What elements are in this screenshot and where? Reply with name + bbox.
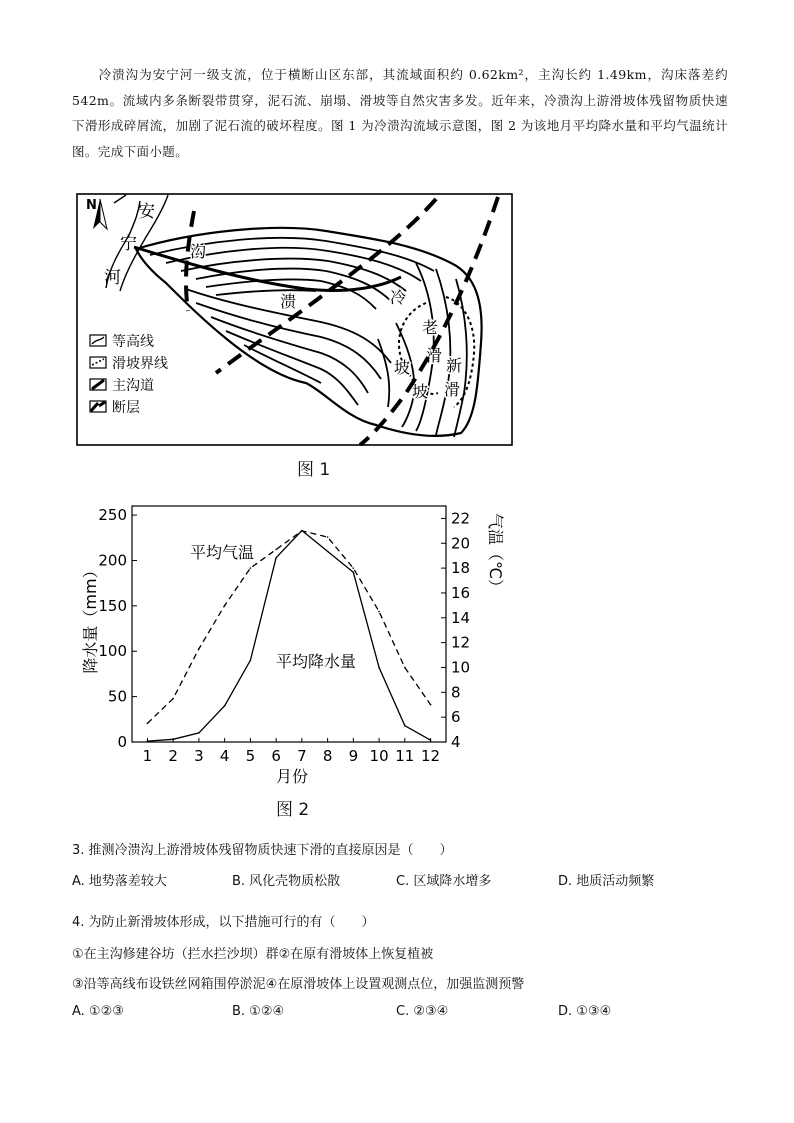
x-tick-label-1: 2 <box>168 747 178 765</box>
precipitation-point-9 <box>353 571 355 573</box>
question-3-stem: 3. 推测冷溃沟上游滑坡体残留物质快速下滑的直接原因是（ ） <box>72 843 453 858</box>
x-tick-label-5: 6 <box>271 747 281 765</box>
precipitation-point-5 <box>250 660 252 662</box>
legend-fault: 断层 <box>112 400 140 416</box>
x-tick-label-10: 11 <box>395 747 415 765</box>
q3-option-d[interactable]: D. 地质活动频繁 <box>558 874 655 889</box>
new-slide-label-1: 新 <box>446 356 463 375</box>
right-tick-label-1: 6 <box>451 708 461 727</box>
river-label-1: 安 <box>138 202 155 222</box>
right-tick-label-5: 14 <box>451 608 471 627</box>
x-tick-label-11: 12 <box>421 747 441 765</box>
temperature-point-9 <box>353 567 355 569</box>
precipitation-point-12 <box>430 739 432 741</box>
precipitation-point-6 <box>275 557 277 559</box>
x-tick-label-7: 8 <box>322 747 333 765</box>
precipitation-line <box>147 531 430 742</box>
q4-option-d[interactable]: D. ①③④ <box>558 1004 612 1019</box>
q4-option-c[interactable]: C. ②③④ <box>396 1004 449 1019</box>
right-tick-label-8: 20 <box>451 534 471 553</box>
temperature-point-1 <box>147 723 149 725</box>
gully-label-3: 冷 <box>390 288 407 307</box>
legend-channel: 主沟道 <box>112 378 154 394</box>
temperature-point-3 <box>198 648 200 650</box>
precipitation-point-11 <box>404 725 406 727</box>
temperature-point-4 <box>224 605 226 607</box>
x-axis-label: 月份 <box>275 767 309 786</box>
old-slide-label-1: 老 <box>422 318 439 337</box>
figure1-map <box>76 193 513 446</box>
x-tick-label-0: 1 <box>142 747 153 765</box>
x-tick-label-6: 7 <box>297 747 307 765</box>
gully-label-2: 溃 <box>280 292 297 311</box>
precipitation-point-4 <box>224 705 226 707</box>
right-tick-label-4: 12 <box>451 633 471 652</box>
river-label-3: 河 <box>104 268 121 288</box>
precipitation-point-2 <box>172 738 174 740</box>
figure2-caption: 图 2 <box>276 800 310 820</box>
temperature-point-10 <box>378 611 380 613</box>
x-tick-label-3: 4 <box>219 747 230 765</box>
series-label-temperature: 平均气温 <box>190 543 255 562</box>
gully-label-1: 沟 <box>190 242 207 261</box>
temperature-point-8 <box>327 536 329 538</box>
precipitation-point-7 <box>301 530 303 532</box>
q3-option-c[interactable]: C. 区域降水增多 <box>396 874 492 889</box>
series-label-precipitation: 平均降水量 <box>276 652 357 671</box>
intro-passage <box>72 62 728 164</box>
right-tick-label-0: 4 <box>451 733 461 751</box>
left-tick-label-1: 50 <box>107 687 127 706</box>
precipitation-point-3 <box>198 732 200 734</box>
legend-contour: 等高线 <box>112 334 154 350</box>
figure2-chart <box>74 498 514 798</box>
left-axis-label: 降水量（mm） <box>81 562 100 674</box>
q3-option-a[interactable]: A. 地势落差较大 <box>72 874 167 889</box>
temperature-point-11 <box>404 667 406 669</box>
precipitation-point-8 <box>327 551 329 553</box>
right-tick-label-3: 10 <box>451 658 471 677</box>
left-tick-label-3: 150 <box>98 596 127 615</box>
right-tick-label-2: 8 <box>451 683 461 702</box>
precipitation-point-10 <box>378 667 380 669</box>
temperature-point-6 <box>275 549 277 551</box>
left-tick-label-5: 250 <box>98 506 127 525</box>
precipitation-point-1 <box>147 740 149 742</box>
old-slide-label-3: 坡 <box>394 358 411 377</box>
right-tick-label-6: 16 <box>451 583 471 602</box>
temperature-point-12 <box>430 704 432 706</box>
left-tick-label-2: 100 <box>98 642 127 661</box>
x-tick-label-2: 3 <box>194 747 204 765</box>
intro-text: 冷溃沟为安宁河一级支流，位于横断山区东部，其流域面积约 0.62km²，主沟长约 1.49km，沟床落差约 542m。流域内多条断裂带贯穿，泥石流、崩塌、滑坡等自然灾害多发。近年来，冷溃沟上游滑坡体残留物质快速下滑形成碎屑流，加剧了泥石流的破坏程度。图 1 为冷溃沟流域示意图，图 2 为该地月平均降水量和平均气温统计图。完成下面小题。 <box>72 67 728 159</box>
river-label-2: 宁 <box>120 234 137 254</box>
temperature-point-2 <box>172 698 174 700</box>
right-tick-label-9: 22 <box>451 509 471 528</box>
q4-statement-line-2: ③沿等高线布设铁丝网箱围停淤泥④在原滑坡体上设置观测点位，加强监测预警 <box>72 977 525 992</box>
q4-option-a[interactable]: A. ①②③ <box>72 1004 124 1019</box>
legend-landslide: 滑坡界线 <box>112 356 168 372</box>
new-slide-label-2: 滑 <box>444 380 461 399</box>
question-4-stem: 4. 为防止新滑坡体形成，以下措施可行的有（ ） <box>72 915 375 930</box>
q4-option-b[interactable]: B. ①②④ <box>232 1004 285 1019</box>
q4-statement-line-1: ①在主沟修建谷坊（拦水拦沙坝）群②在原有滑坡体上恢复植被 <box>72 947 434 962</box>
north-label: N <box>86 198 97 213</box>
temperature-point-5 <box>250 567 252 569</box>
chart-axes <box>98 506 470 765</box>
x-tick-label-4: 5 <box>245 747 256 765</box>
left-tick-label-4: 200 <box>98 551 127 570</box>
q3-option-b[interactable]: B. 风化壳物质松散 <box>232 874 341 889</box>
right-tick-label-7: 18 <box>451 559 471 578</box>
plot-frame <box>132 506 446 742</box>
old-slide-label-2: 滑 <box>426 346 443 365</box>
x-tick-label-9: 10 <box>369 747 389 765</box>
left-tick-label-0: 0 <box>117 733 127 751</box>
right-axis-label: 气温（℃） <box>486 513 505 595</box>
x-tick-label-8: 9 <box>348 747 359 765</box>
new-slide-label-3: 坡 <box>412 382 429 401</box>
figure1-caption: 图 1 <box>297 460 331 480</box>
